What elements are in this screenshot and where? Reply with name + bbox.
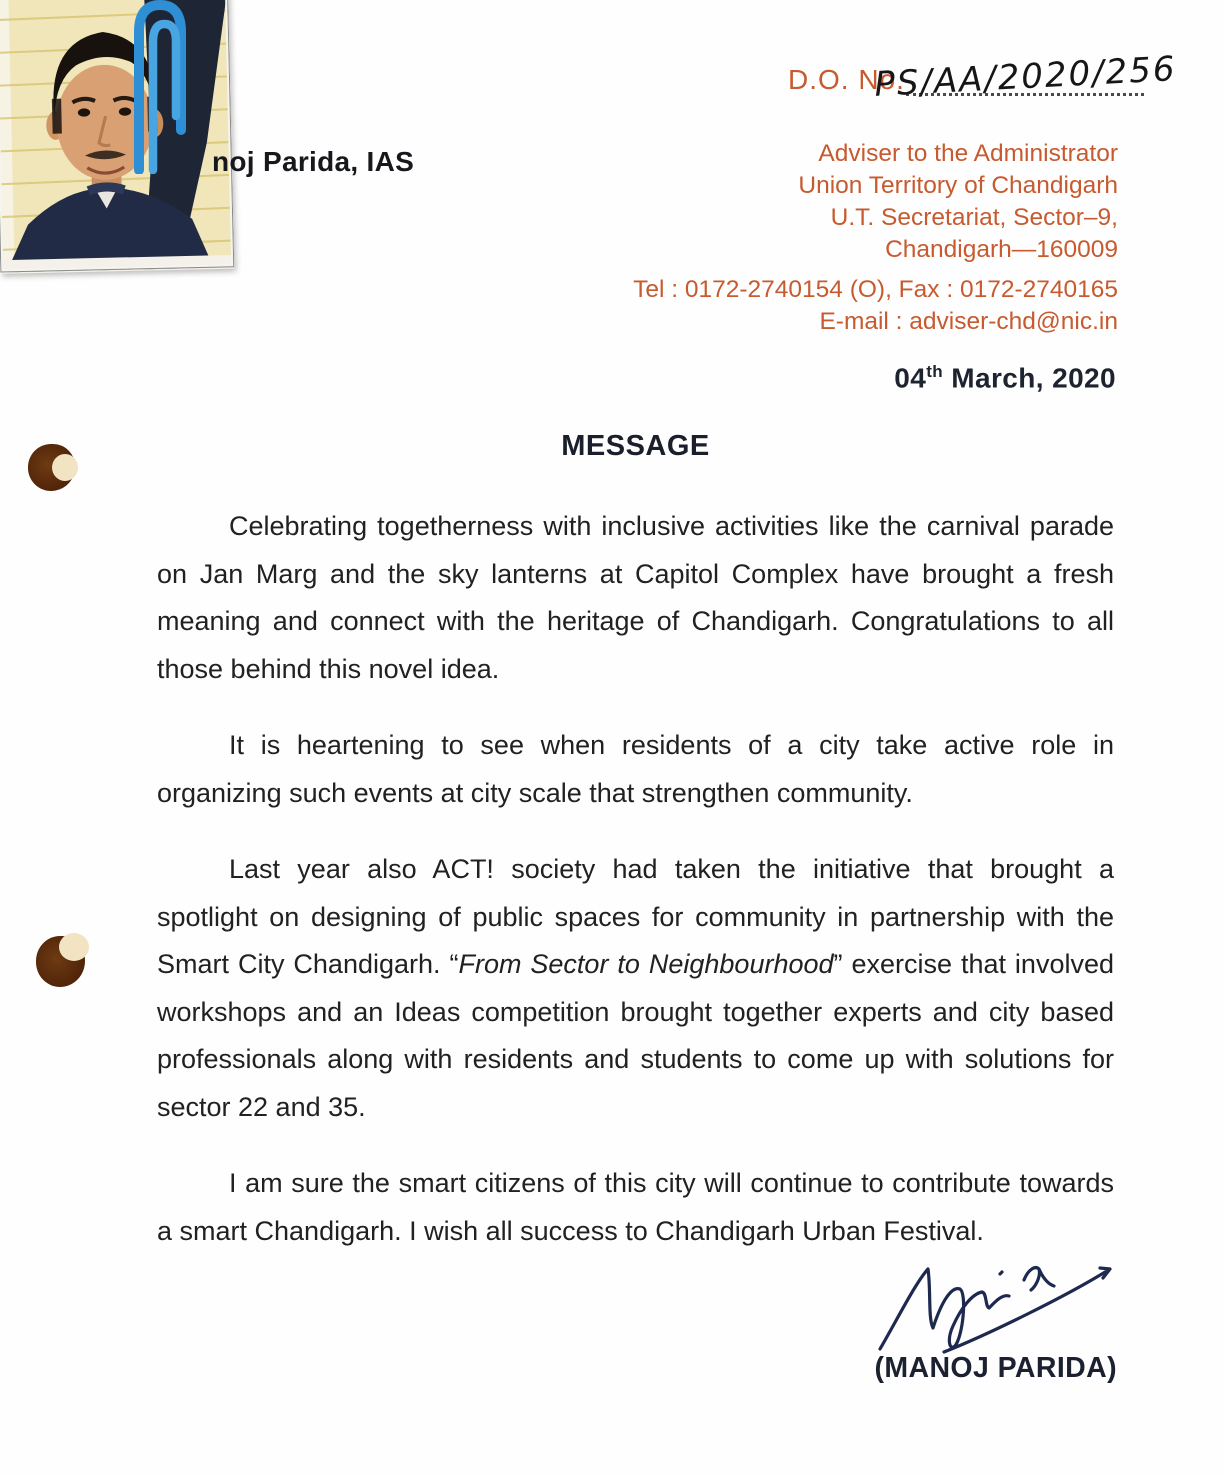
signatory-name: (MANOJ PARIDA) (874, 1352, 1117, 1384)
sender-name: noj Parida, IAS (212, 146, 415, 177)
punch-hole-highlight (52, 454, 78, 481)
paragraph-3-end: ” exercise that involved workshops and an Ideas competition brought together experts and city based professionals along with residents and students to come up with solutions for sector 22 and 35. (157, 949, 1114, 1122)
letter-body (157, 430, 1114, 1284)
letterhead-line-secretariat: U.T. Secretariat, Sector–9, (830, 204, 1118, 231)
portrait-photo (0, 0, 234, 274)
date-suffix: th (926, 362, 944, 381)
do-number-value: PS/AA/2020/256 (873, 49, 1178, 105)
do-number-underline (873, 36, 1178, 105)
letterhead-line-designation: Adviser to the Administrator (818, 140, 1118, 167)
letterhead-email: E-mail : adviser-chd@nic.in (819, 308, 1118, 335)
letterhead-tel-fax: Tel : 0172-2740154 (O), Fax : 0172-2740165 (633, 276, 1118, 303)
letterhead-line-city: Chandigarh—160009 (885, 236, 1118, 263)
paragraph-3 (157, 846, 1114, 1131)
date-day: 04 (894, 362, 927, 394)
signature-scribble (872, 1252, 1124, 1356)
punch-hole-highlight (59, 933, 89, 961)
paperclip-icon (128, 0, 192, 174)
paragraph-2: It is heartening to see when residents of a city take active role in organizing such events at city scale that strengthen community. (157, 730, 1114, 808)
paragraph-3-italic-title: From Sector to Neighbourhood (458, 949, 834, 979)
paragraph-1: Celebrating togetherness with inclusive activities like the carnival parade on Jan Marg and the sky lanterns at Capitol Complex have brought a fresh meaning and connect with the heritage of Chandigarh. Congratulations to all those behind this novel idea. (157, 511, 1114, 684)
paragraph-4: I am sure the smart citizens of this city will continue to contribute towards a smart Chandigarh. I wish all success to Chandigarh Urban Festival. (157, 1168, 1114, 1246)
punch-hole (36, 936, 85, 987)
letter-date (894, 362, 1116, 394)
punch-hole (28, 444, 75, 491)
letterhead-line-territory: Union Territory of Chandigarh (798, 172, 1118, 199)
letterhead-address (633, 138, 1118, 338)
date-rest: March, 2020 (943, 362, 1116, 394)
portrait-photo-art (0, 0, 234, 274)
do-number-label: D.O. No. (788, 64, 905, 95)
message-heading: MESSAGE (561, 430, 710, 462)
paragraph-3-start: Last year also ACT! society had taken the initiative that brought a spotlight on designing of public spaces for community in partnership with the Smart City Chandigarh. “ (157, 854, 1114, 979)
